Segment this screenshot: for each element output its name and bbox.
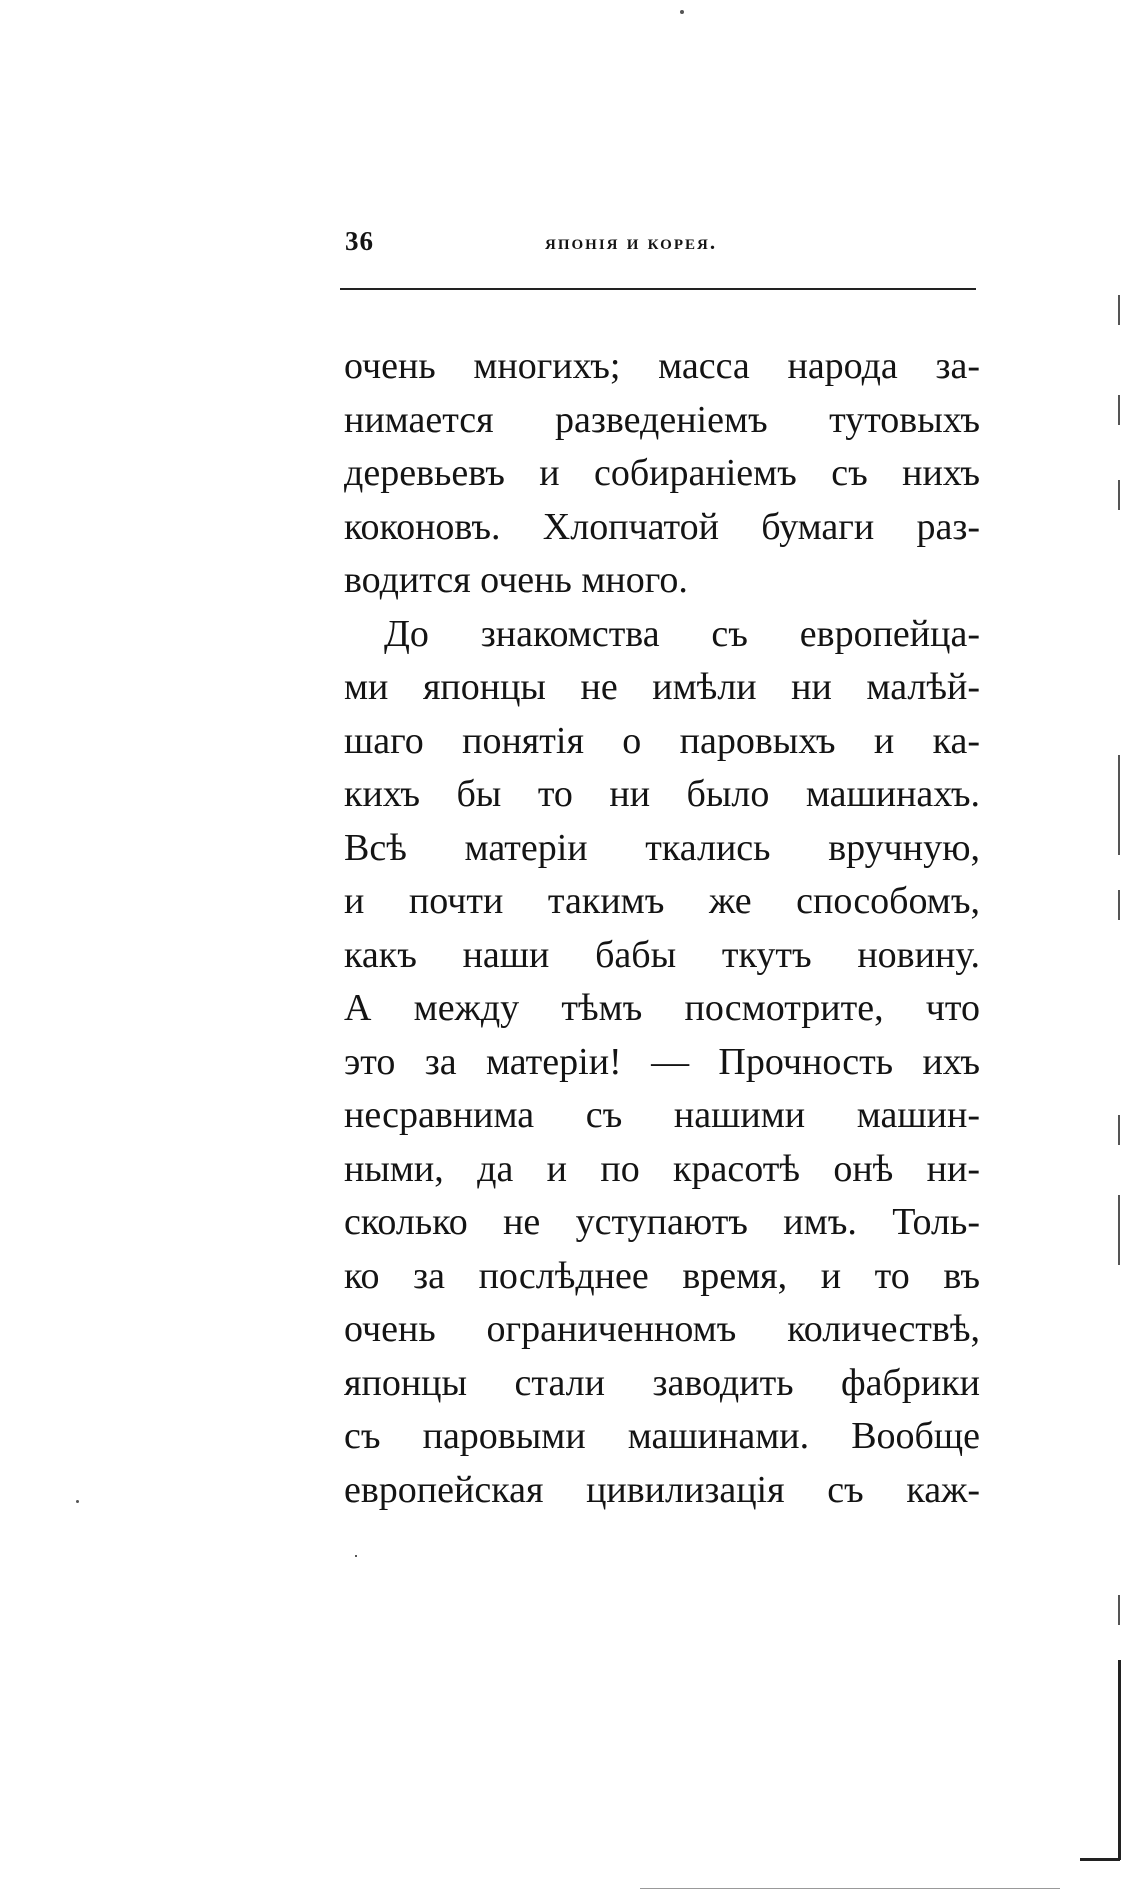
text-line: европейская цивилизація съ каж- (344, 1468, 980, 1511)
text-line: очень многихъ; масса народа за- (344, 345, 980, 387)
text-line: До знакомства съ европейца- (384, 612, 980, 655)
page-edge-shadow (1118, 755, 1120, 855)
text-line: водится очень много. (344, 559, 688, 601)
bottom-scan-line (640, 1888, 1060, 1889)
page-edge-shadow (1080, 1858, 1120, 1861)
text-line: съ паровыми машинами. Вообще (344, 1415, 980, 1457)
page-edge-shadow (1118, 1115, 1120, 1145)
text-line: это за матеріи! — Прочность ихъ (344, 1040, 980, 1083)
text-line: ми японцы не имѣли ни малѣй- (344, 666, 980, 708)
text-line: ко за послѣднее время, и то въ (344, 1254, 980, 1297)
text-line: коконовъ. Хлопчатой бумаги раз- (344, 505, 980, 548)
text-line: ными, да и по красотѣ онѣ ни- (344, 1147, 980, 1190)
running-title: японія и корея. (545, 230, 718, 254)
scan-speck (680, 10, 684, 14)
text-line: несравнима съ нашими машин- (344, 1094, 980, 1136)
page-edge-shadow (1118, 1195, 1120, 1265)
page-edge-shadow (1118, 1660, 1121, 1860)
text-line: Всѣ матеріи ткались вручную, (344, 826, 980, 869)
text-line: кихъ бы то ни было машинахъ. (344, 773, 980, 815)
header-rule (340, 288, 976, 290)
text-line: японцы стали заводить фабрики (344, 1361, 980, 1404)
page-edge-shadow (1118, 395, 1120, 425)
page-edge-shadow (1118, 890, 1120, 920)
body-text (344, 340, 980, 1517)
scan-speck (76, 1500, 79, 1503)
page-header (345, 226, 975, 266)
text-line: деревьевъ и собираніемъ съ нихъ (344, 452, 980, 494)
page-edge-shadow (1118, 295, 1120, 325)
text-line: шаго понятія о паровыхъ и ка- (344, 719, 980, 762)
page-number: 36 (345, 226, 374, 256)
text-line: А между тѣмъ посмотрите, что (344, 987, 980, 1029)
page-edge-shadow (1118, 480, 1120, 510)
text-line: какъ наши бабы ткутъ новину. (344, 933, 980, 976)
text-line: нимается разведеніемъ тутовыхъ (344, 398, 980, 441)
text-line: сколько не уступаютъ имъ. Толь- (344, 1201, 980, 1243)
text-line: и почти такимъ же способомъ, (344, 880, 980, 922)
scan-speck (355, 1555, 357, 1557)
text-line: очень ограниченномъ количествѣ, (344, 1308, 980, 1350)
page-edge-shadow (1118, 1595, 1120, 1625)
